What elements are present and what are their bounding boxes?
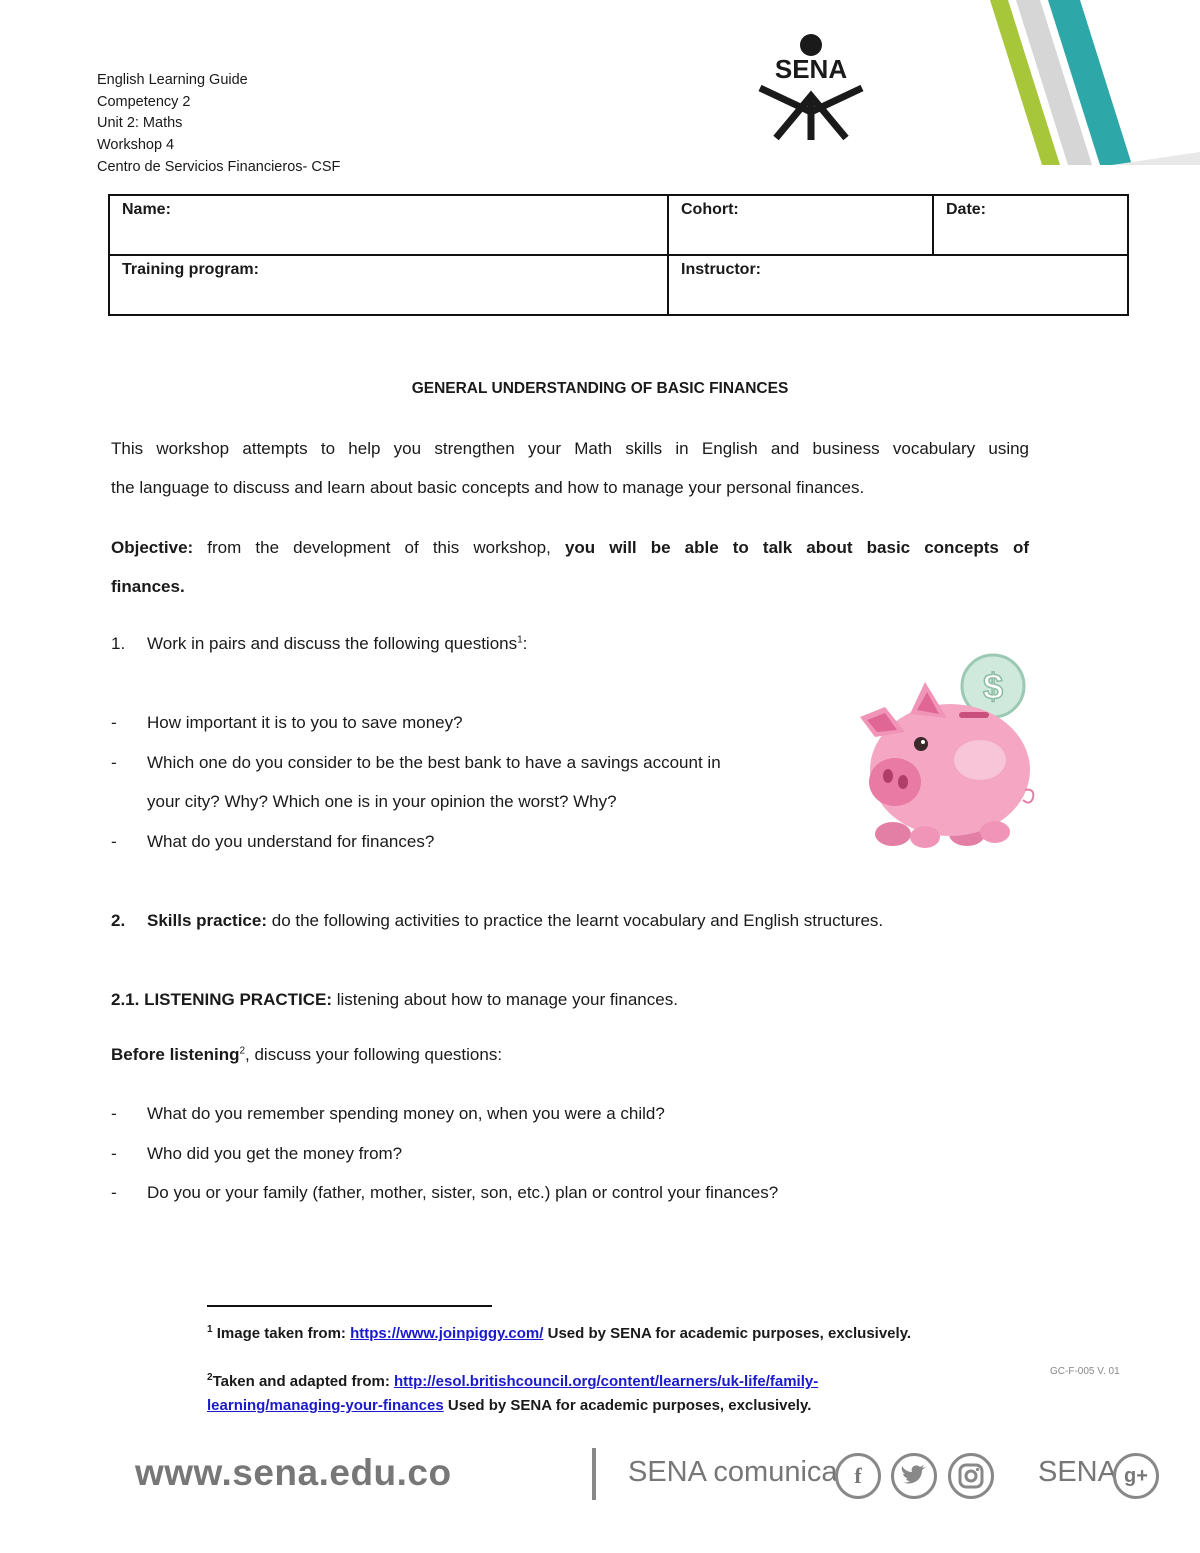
item-2	[111, 911, 883, 931]
before-listening-label: Before listening	[111, 1045, 240, 1064]
footnote-suffix: Used by SENA for academic purposes, exclusively.	[443, 1397, 812, 1414]
sena-comunica-label: SENA comunica	[628, 1456, 838, 1488]
item-1-text: Work in pairs and discuss the following questions	[147, 634, 518, 653]
header-line: Unit 2: Maths	[97, 115, 183, 132]
footnote-2	[207, 1366, 927, 1418]
header-line: Workshop 4	[97, 137, 175, 154]
training-program-field[interactable]	[109, 255, 668, 315]
bullet-dash: -	[111, 1144, 117, 1163]
bullet-dash: -	[111, 1104, 117, 1123]
sena-logo	[752, 32, 870, 144]
bullet-dash: -	[111, 713, 117, 732]
question-text: What do you understand for finances?	[147, 832, 435, 851]
piggy-bank-image	[855, 652, 1040, 852]
header-line: Centro de Servicios Financieros- CSF	[97, 158, 341, 175]
cohort-field[interactable]	[668, 195, 933, 255]
page-title: GENERAL UNDERSTANDING OF BASIC FINANCES	[411, 380, 789, 397]
objective-label: Objective:	[111, 538, 194, 557]
question-text: Do you or your family (father, mother, sister, son, etc.) plan or control your finances?	[147, 1183, 779, 1202]
training-program-label: Training program:	[122, 261, 259, 278]
footnote-number: 2	[207, 1372, 213, 1383]
footnote-number: 1	[207, 1324, 213, 1335]
section-text: listening about how to manage your finances.	[332, 990, 678, 1009]
list-item	[111, 1144, 402, 1164]
footnote-link[interactable]: learning/managing-your-finances	[207, 1397, 444, 1414]
objective-text: from the development of this workshop,	[193, 538, 565, 557]
footnote-separator	[207, 1305, 492, 1307]
date-label: Date:	[946, 201, 987, 218]
section-2-1	[111, 990, 678, 1010]
instructor-field[interactable]	[668, 255, 1128, 315]
list-item	[111, 1183, 778, 1203]
sena-label: SENA	[1038, 1456, 1117, 1488]
svg-text:SENA: SENA	[774, 54, 848, 84]
before-listening-text: , discuss your following questions:	[245, 1045, 503, 1064]
instructor-label: Instructor:	[681, 261, 761, 278]
item-2-label: Skills practice:	[147, 911, 268, 930]
cohort-label: Cohort:	[681, 201, 739, 218]
footnote-ref: 2	[239, 1045, 246, 1057]
bullet-dash: -	[111, 1183, 117, 1202]
decorative-stripes	[900, 0, 1200, 165]
question-continuation: your city? Why? Which one is in your opinion the worst? Why?	[147, 792, 617, 811]
objective-line-2	[111, 577, 185, 597]
google-plus-icon[interactable]: g+	[1113, 1453, 1159, 1499]
footnote-prefix: Taken and adapted from:	[212, 1373, 394, 1390]
question-text: How important it is to you to save money?	[147, 713, 463, 732]
facebook-icon[interactable]: f	[835, 1453, 881, 1499]
list-item	[111, 832, 434, 852]
item-1	[111, 634, 527, 654]
list-item	[111, 753, 835, 773]
question-text: Who did you get the money from?	[147, 1144, 403, 1163]
section-label: 2.1. LISTENING PRACTICE:	[111, 990, 333, 1009]
item-number: 2.	[111, 911, 126, 930]
footer-divider	[592, 1448, 596, 1500]
instagram-icon[interactable]	[948, 1453, 994, 1499]
document-code: GC-F-005 V. 01	[1050, 1366, 1120, 1377]
student-info-table	[108, 194, 1129, 316]
list-item	[111, 713, 463, 733]
list-item	[111, 1104, 665, 1124]
footnote-link[interactable]: https://www.joinpiggy.com/	[350, 1325, 544, 1342]
svg-text:$: $	[982, 666, 1004, 707]
document-header	[97, 70, 340, 179]
item-1-colon: :	[522, 634, 528, 653]
question-text: Which one do you consider to be the best bank to have a savings account in	[147, 753, 721, 772]
objective-bold: you will be able to talk about basic concepts of	[564, 538, 1029, 557]
intro-line: the language to discuss and learn about basic concepts and how to manage your personal finances.	[111, 478, 865, 497]
header-line: English Learning Guide	[97, 72, 248, 88]
objective-line	[111, 528, 1029, 568]
header-line: Competency 2	[97, 93, 191, 110]
item-2-text: do the following activities to practice the learnt vocabulary and English structures.	[267, 911, 884, 930]
footnote-1	[207, 1318, 911, 1346]
twitter-icon[interactable]	[891, 1453, 937, 1499]
footnote-ref: 1	[517, 634, 523, 646]
before-listening	[111, 1045, 502, 1065]
date-field[interactable]	[933, 195, 1128, 255]
objective-bold: finances.	[111, 577, 185, 596]
website-link[interactable]: www.sena.edu.co	[135, 1452, 452, 1493]
footnote-prefix: Image taken from:	[212, 1325, 351, 1342]
footnote-link[interactable]: http://esol.britishcouncil.org/content/learners/uk-life/family-	[393, 1373, 819, 1390]
question-text: What do you remember spending money on, when you were a child?	[147, 1104, 665, 1123]
item-number: 1.	[111, 634, 126, 653]
name-label: Name:	[122, 201, 171, 218]
bullet-dash: -	[111, 832, 117, 851]
bullet-dash: -	[111, 753, 117, 772]
footnote-suffix: Used by SENA for academic purposes, exclusively.	[543, 1325, 912, 1342]
intro-line: This workshop attempts to help you strengthen your Math skills in English and business vocabulary using	[111, 439, 1029, 458]
name-field[interactable]	[109, 195, 668, 255]
